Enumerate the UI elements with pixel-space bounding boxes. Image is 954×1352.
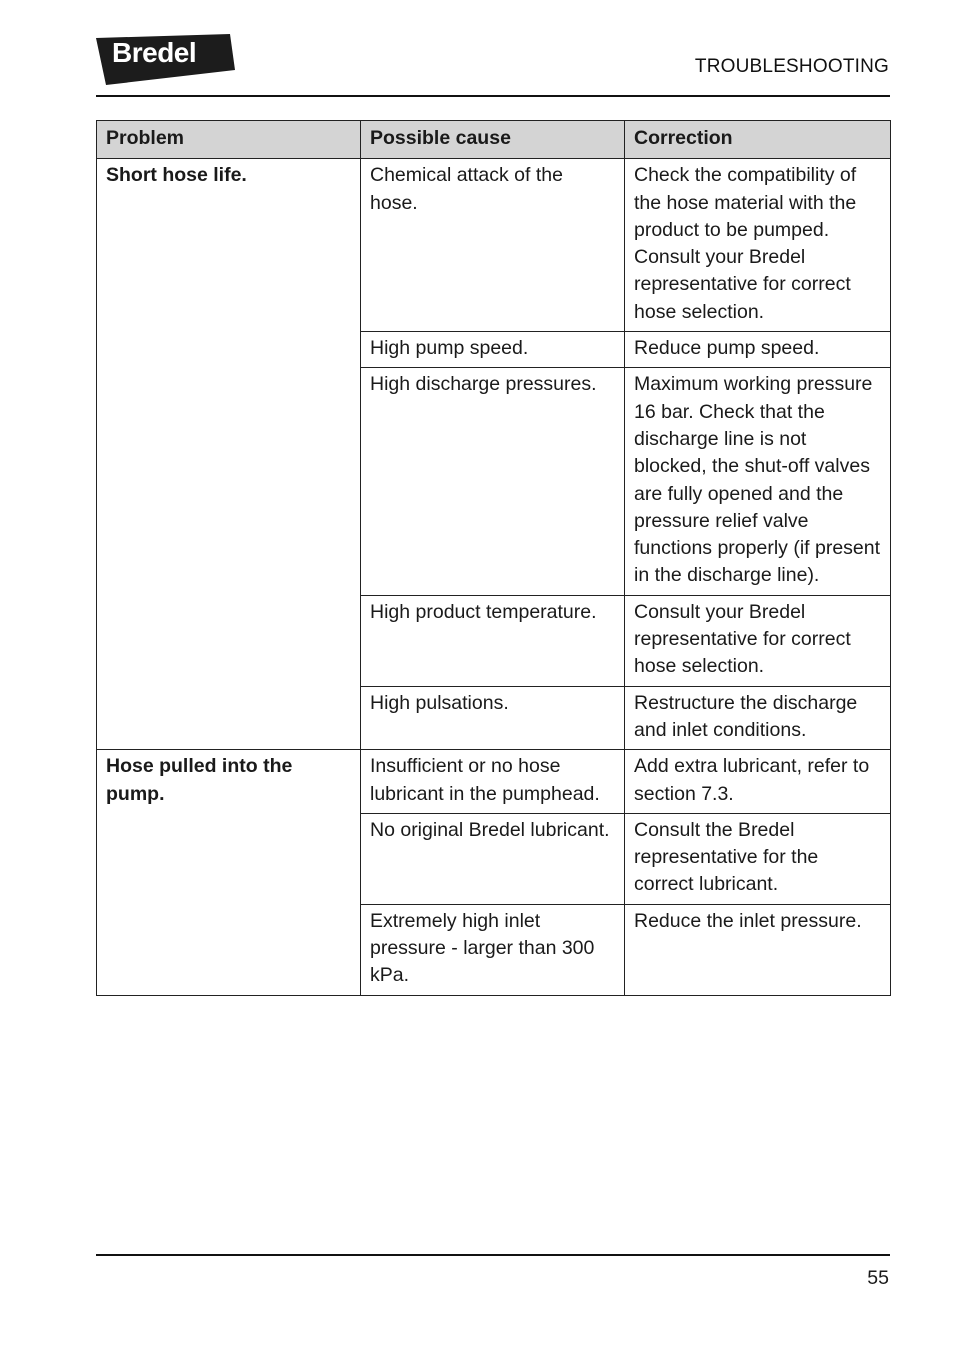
problem-cell: Short hose life. — [97, 159, 361, 750]
correction-cell: Reduce the inlet pressure. — [625, 904, 891, 995]
section-title: TROUBLESHOOTING — [694, 56, 889, 77]
header-divider — [96, 95, 890, 97]
cause-cell: High pulsations. — [361, 686, 625, 750]
cause-cell: High product temperature. — [361, 595, 625, 686]
table-row — [97, 159, 891, 332]
cause-cell: Insufficient or no hose lubricant in the pumphead. — [361, 750, 625, 814]
cause-cell: High pump speed. — [361, 332, 625, 368]
cause-cell: Extremely high inlet pressure - larger than 300 kPa. — [361, 904, 625, 995]
correction-cell: Maximum working pressure 16 bar. Check that the discharge line is not blocked, the shut-off valves are fully opened and the pressure relief valve functions properly (if present in the discharge line). — [625, 368, 891, 595]
correction-cell: Reduce pump speed. — [625, 332, 891, 368]
troubleshooting-table — [96, 120, 891, 996]
correction-cell: Consult your Bredel representative for correct hose selection. — [625, 595, 891, 686]
table-header-row — [97, 121, 891, 159]
bredel-logo — [96, 34, 236, 86]
correction-cell: Restructure the discharge and inlet conditions. — [625, 686, 891, 750]
page-number: 55 — [867, 1267, 889, 1289]
cause-cell: Chemical attack of the hose. — [361, 159, 625, 332]
cause-cell: No original Bredel lubricant. — [361, 813, 625, 904]
column-header-possible-cause: Possible cause — [361, 121, 625, 159]
column-header-problem: Problem — [97, 121, 361, 159]
correction-cell: Consult the Bredel representative for the correct lubricant. — [625, 813, 891, 904]
cause-cell: High discharge pressures. — [361, 368, 625, 595]
footer-divider — [96, 1254, 890, 1256]
column-header-correction: Correction — [625, 121, 891, 159]
correction-cell: Check the compatibility of the hose material with the product to be pumped. Consult your Bredel representative for correct hose selection. — [625, 159, 891, 332]
problem-cell: Hose pulled into the pump. — [97, 750, 361, 995]
logo-text: Bredel — [112, 37, 197, 68]
correction-cell: Add extra lubricant, refer to section 7.3. — [625, 750, 891, 814]
table-row — [97, 750, 891, 814]
